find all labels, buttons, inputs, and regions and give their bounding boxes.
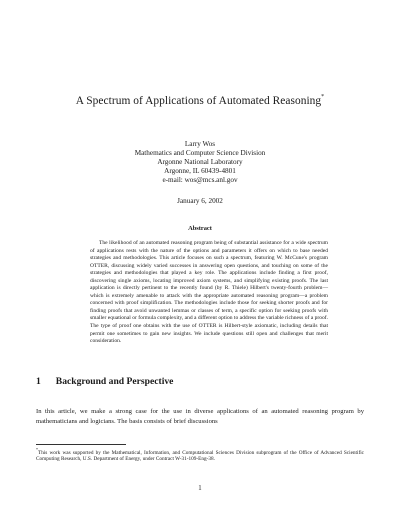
abstract-body xyxy=(90,240,328,346)
body-text xyxy=(36,407,364,426)
author-address: Argonne, IL 60439-4801 xyxy=(164,167,236,175)
body-paragraph: In this article, we make a strong case for the use in diverse applications of an automated reasoning program by mathematicians and logicians. The basis consists of brief discussions xyxy=(36,408,364,425)
paper-date: January 6, 2002 xyxy=(177,197,223,205)
section-number: 1 xyxy=(36,376,41,387)
footnote-rule xyxy=(36,444,126,445)
abstract-paragraph: The likelihood of an automated reasoning program being of substantial assistance for a wide spectrum of applications rests with the nature of the options and parameters it offers on which to base needed strategies and methodologies. This article focuses on such a spectrum, featuring W. McCune's program OTTER, discussing widely varied successes in answering open questions, and touching on some of the strategies and methodologies that played a key role. The applications include finding a first proof, discovering single axioms, locating improved axiom systems, and simplifying existing proofs. The last application is directly pertinent to the recently found (by R. Thiele) Hilbert's twenty-fourth problem—which is extremely amenable to attack with the appropriate automated reasoning program—a problem concerned with proof simplification. The methodologies include those for seeking shorter proofs and for finding proofs that avoid unwanted lemmas or classes of term, a specific option for seeking proofs with smaller equational or formula complexity, and a different option to address the variable richness of a proof. The type of proof one obtains with the use of OTTER is Hilbert-style axiomatic, including details that permit one sometimes to gain new insights. We include questions still open and challenges that merit consideration. xyxy=(90,240,328,345)
author-email: e-mail: wos@mcs.anl.gov xyxy=(162,176,238,184)
abstract-heading: Abstract xyxy=(188,225,212,232)
footnote xyxy=(36,447,364,463)
page-number: 1 xyxy=(198,485,202,492)
paper-title xyxy=(0,95,400,107)
footnote-mark: * xyxy=(36,447,38,452)
author-affiliation-division: Mathematics and Computer Science Division xyxy=(134,149,266,157)
title-text: A Spectrum of Applications of Automated Reasoning xyxy=(75,95,322,107)
title-footnote-mark: * xyxy=(321,94,325,101)
footnote-text: This work was supported by the Mathematical, Information, and Computational Sciences Division subprogram of the Office of Advanced Scientific Computing Research, U.S. Department of Energy, under Contract W-31-109-Eng-38. xyxy=(36,449,364,463)
author-affiliation-lab: Argonne National Laboratory xyxy=(157,158,243,166)
author-name: Larry Wos xyxy=(184,140,216,148)
section-title: Background and Perspective xyxy=(55,376,174,387)
section-heading xyxy=(36,376,173,387)
